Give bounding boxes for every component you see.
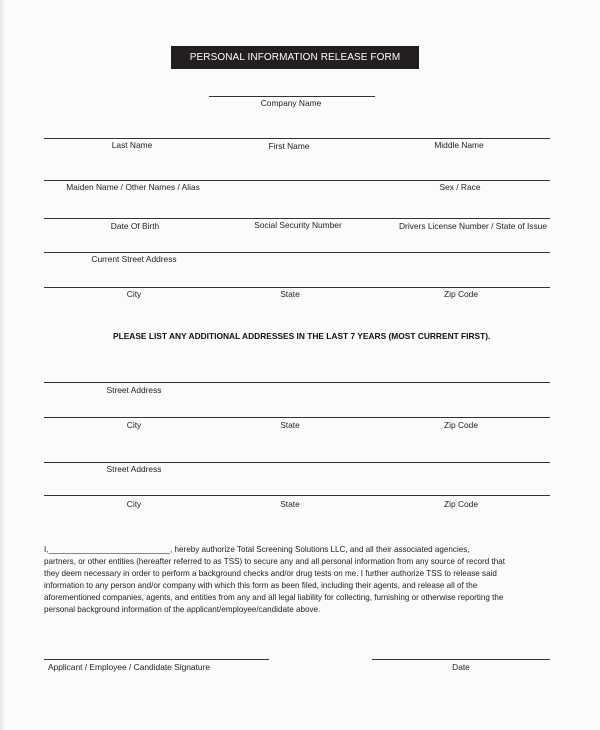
middle-name-label: Middle Name bbox=[434, 140, 484, 150]
maiden-name-label: Maiden Name / Other Names / Alias bbox=[66, 182, 200, 192]
authorization-line: partners, or other entities (hereafter referred to as TSS) to secure any and all personal information from any source of record that bbox=[44, 557, 505, 567]
additional-zip-label-2: Zip Code bbox=[444, 499, 478, 509]
dob-ssn-license-line[interactable] bbox=[44, 218, 550, 219]
authorization-line: I,___________________________, hereby authorize Total Screening Solutions LLC, and all their associated agencies, bbox=[44, 545, 470, 554]
page-edge-shadow bbox=[0, 0, 6, 730]
additional-state-label-2: State bbox=[280, 499, 300, 509]
authorization-line: personal background information of the applicant/employee/candidate above. bbox=[44, 605, 321, 615]
company-name-label: Company Name bbox=[260, 98, 322, 108]
date-label: Date bbox=[452, 662, 470, 672]
state-label: State bbox=[280, 289, 300, 299]
authorization-line: aforementioned companies, agents, and entities from any and all legal liability for collecting, furnishing or otherwise reporting the bbox=[44, 593, 504, 603]
signature-line[interactable] bbox=[44, 659, 269, 660]
additional-city-line-1[interactable] bbox=[44, 417, 550, 418]
zip-label: Zip Code bbox=[444, 289, 478, 299]
current-address-line[interactable] bbox=[44, 252, 550, 253]
additional-city-line-2[interactable] bbox=[44, 495, 550, 496]
additional-city-label-2: City bbox=[126, 499, 142, 509]
additional-street-line-1[interactable] bbox=[44, 382, 550, 383]
company-name-line[interactable] bbox=[209, 96, 375, 97]
authorization-paragraph bbox=[44, 544, 554, 617]
first-name-label: First Name bbox=[268, 141, 310, 151]
additional-state-label-1: State bbox=[280, 420, 300, 430]
sex-race-label: Sex / Race bbox=[439, 182, 481, 192]
current-address-label: Current Street Address bbox=[91, 254, 177, 264]
drivers-license-label: Drivers License Number / State of Issue bbox=[398, 221, 548, 231]
last-name-label: Last Name bbox=[111, 140, 153, 150]
additional-zip-label-1: Zip Code bbox=[444, 420, 478, 430]
city-state-zip-line[interactable] bbox=[44, 287, 550, 288]
additional-street-line-2[interactable] bbox=[44, 462, 550, 463]
additional-addresses-notice: PLEASE LIST ANY ADDITIONAL ADDRESSES IN THE LAST 7 YEARS (MOST CURRENT FIRST). bbox=[113, 331, 491, 341]
name-line[interactable] bbox=[44, 138, 550, 139]
form-title: PERSONAL INFORMATION RELEASE FORM bbox=[171, 46, 419, 69]
maiden-sex-line[interactable] bbox=[44, 180, 550, 181]
city-label: City bbox=[126, 289, 142, 299]
ssn-label: Social Security Number bbox=[254, 220, 342, 230]
date-line[interactable] bbox=[372, 659, 550, 660]
additional-street-label-1: Street Address bbox=[106, 385, 162, 395]
signature-label: Applicant / Employee / Candidate Signature bbox=[48, 662, 211, 672]
authorization-line: information to any person and/or company with which this form as been filed, including their agents, and release all of the bbox=[44, 581, 478, 591]
additional-city-label-1: City bbox=[126, 420, 142, 430]
authorization-line: they deem necessary in order to perform a background checks and/or drug tests on me. I further authorize TSS to release said bbox=[44, 569, 497, 579]
additional-street-label-2: Street Address bbox=[106, 464, 162, 474]
dob-label: Date Of Birth bbox=[110, 221, 160, 231]
